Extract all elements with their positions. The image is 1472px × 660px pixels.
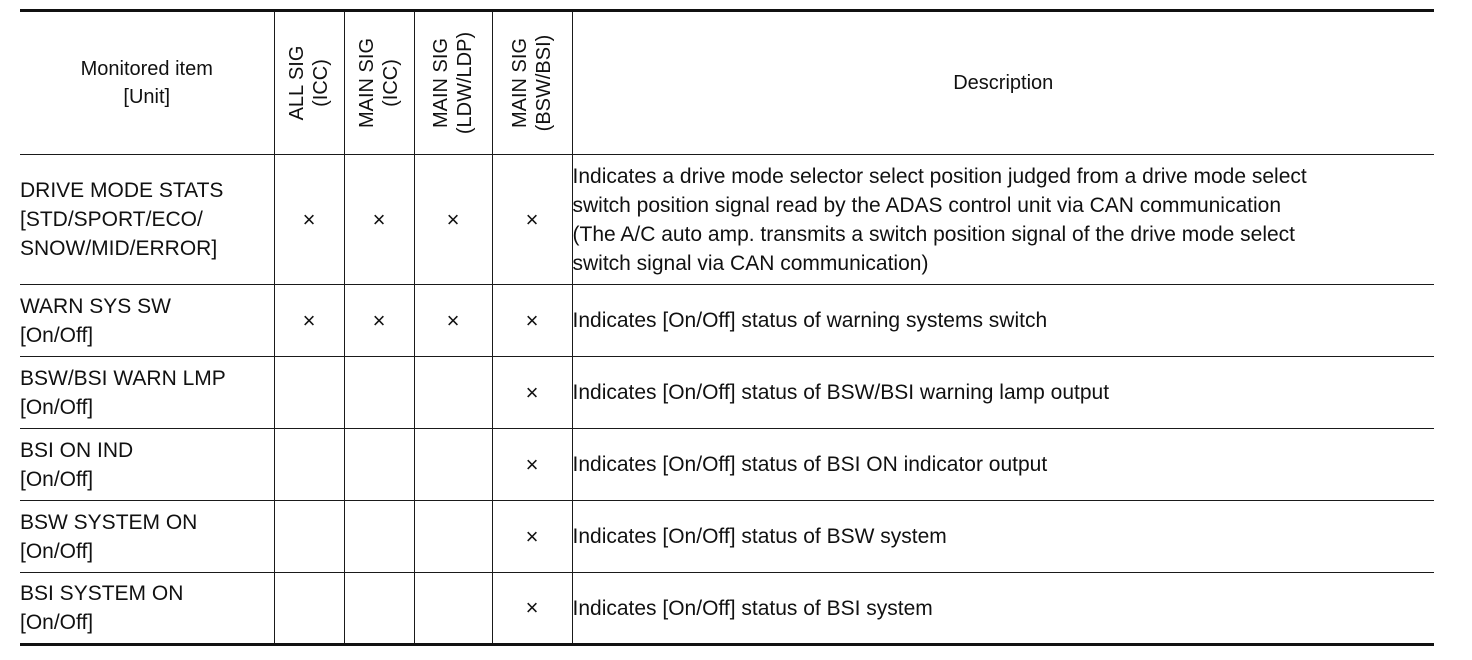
monitored-item-cell [20, 285, 274, 357]
mark-cell-main-sig-ldw-ldp: × [414, 155, 492, 285]
column-header-all-sig-icc [274, 11, 344, 155]
item-line: [On/Off] [20, 467, 94, 491]
column-header-line2: (LDW/LDP) [454, 31, 476, 135]
mark-cell-main-sig-icc: × [344, 285, 414, 357]
item-line: BSI ON IND [20, 438, 134, 462]
item-line: [On/Off] [20, 395, 94, 419]
item-line: WARN SYS SW [20, 294, 171, 318]
monitored-item-header-line2: [Unit] [123, 86, 171, 108]
mark-cell-main-sig-icc [344, 429, 414, 501]
mark-cell-main-sig-icc [344, 357, 414, 429]
description-line: Indicates [On/Off] status of warning systems switch [572, 309, 1048, 332]
column-header-line2: (BSW/BSI) [533, 34, 555, 132]
description-line: switch signal via CAN communication) [572, 251, 929, 275]
description-cell [572, 429, 1434, 501]
item-line: BSW/BSI WARN LMP [20, 366, 226, 390]
item-line: BSI SYSTEM ON [20, 582, 184, 605]
mark-cell-all-sig-icc: × [274, 155, 344, 285]
description-line: Indicates [On/Off] status of BSI ON indicator output [572, 453, 1048, 476]
column-header-line1: MAIN SIG [430, 37, 452, 129]
table-row [20, 155, 1434, 285]
item-line: BSW SYSTEM ON [20, 510, 198, 534]
mark-cell-all-sig-icc [274, 501, 344, 573]
mark-cell-main-sig-icc: × [344, 155, 414, 285]
mark-cell-main-sig-ldw-ldp [414, 501, 492, 573]
mark-cell-main-sig-ldw-ldp [414, 357, 492, 429]
column-header-main-sig-ldw-ldp [414, 11, 492, 155]
table-row [20, 501, 1434, 573]
mark-cell-main-sig-icc [344, 573, 414, 645]
item-line: [On/Off] [20, 539, 94, 563]
description-line: Indicates [On/Off] status of BSW/BSI warning lamp output [572, 381, 1110, 404]
monitor-item-table [20, 9, 1434, 646]
monitored-item-cell [20, 155, 274, 285]
description-cell [572, 501, 1434, 573]
mark-cell-all-sig-icc [274, 357, 344, 429]
monitored-item-cell [20, 573, 274, 645]
item-line: DRIVE MODE STATS [20, 179, 224, 202]
column-header-line2: (ICC) [310, 59, 332, 107]
mark-cell-main-sig-icc [344, 501, 414, 573]
mark-cell-main-sig-ldw-ldp [414, 573, 492, 645]
mark-cell-main-sig-bsw-bsi: × [492, 285, 572, 357]
description-cell [572, 573, 1434, 645]
table-row [20, 285, 1434, 357]
mark-cell-all-sig-icc [274, 429, 344, 501]
table-row [20, 573, 1434, 645]
table-row [20, 429, 1434, 501]
item-line: [On/Off] [20, 611, 94, 634]
item-line: [STD/SPORT/ECO/ [20, 208, 203, 231]
item-line: SNOW/MID/ERROR] [20, 237, 218, 260]
description-cell [572, 285, 1434, 357]
mark-cell-main-sig-bsw-bsi: × [492, 357, 572, 429]
column-header-line1: MAIN SIG [356, 37, 378, 129]
mark-cell-main-sig-bsw-bsi: × [492, 155, 572, 285]
monitored-item-header [20, 11, 274, 155]
description-header: Description [572, 11, 1434, 155]
header-row [20, 11, 1434, 155]
description-cell [572, 155, 1434, 285]
monitored-item-cell [20, 501, 274, 573]
monitored-item-cell [20, 357, 274, 429]
description-line: Indicates [On/Off] status of BSI system [572, 596, 933, 620]
column-header-line2: (ICC) [380, 59, 402, 107]
mark-cell-main-sig-bsw-bsi: × [492, 429, 572, 501]
column-header-main-sig-icc [344, 11, 414, 155]
monitored-item-cell [20, 429, 274, 501]
mark-cell-main-sig-ldw-ldp: × [414, 285, 492, 357]
column-header-main-sig-bsw-bsi [492, 11, 572, 155]
column-header-line1: MAIN SIG [509, 37, 531, 129]
column-header-line1: ALL SIG [286, 45, 308, 121]
mark-cell-main-sig-bsw-bsi: × [492, 573, 572, 645]
description-line: switch position signal read by the ADAS control unit via CAN communication [572, 193, 1282, 217]
description-cell [572, 357, 1434, 429]
mark-cell-all-sig-icc: × [274, 285, 344, 357]
mark-cell-all-sig-icc [274, 573, 344, 645]
description-line: Indicates [On/Off] status of BSW system [572, 525, 947, 548]
mark-cell-main-sig-ldw-ldp [414, 429, 492, 501]
monitored-item-header-line1: Monitored item [80, 58, 213, 80]
table-row [20, 357, 1434, 429]
item-line: [On/Off] [20, 323, 94, 347]
description-line: (The A/C auto amp. transmits a switch position signal of the drive mode select [572, 222, 1296, 246]
description-line: Indicates a drive mode selector select position judged from a drive mode select [572, 164, 1307, 188]
mark-cell-main-sig-bsw-bsi: × [492, 501, 572, 573]
